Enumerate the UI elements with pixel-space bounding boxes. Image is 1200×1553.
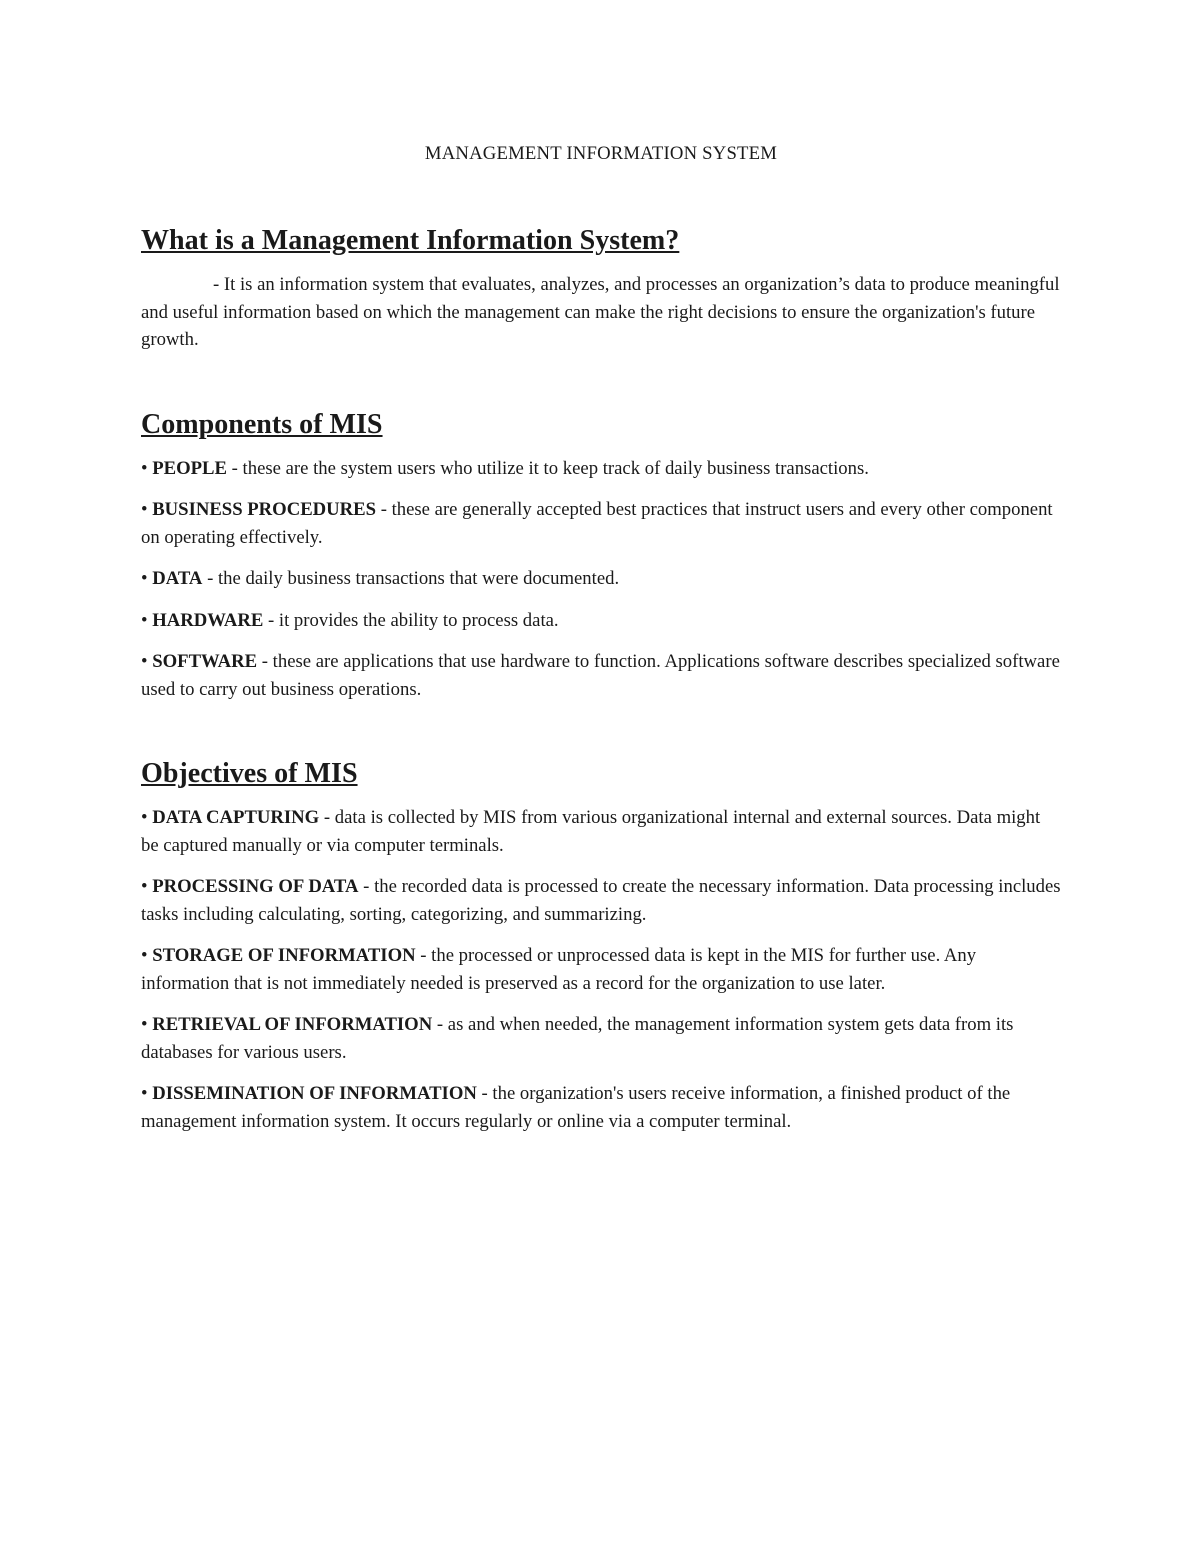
definition-paragraph: - It is an information system that evaluates, analyzes, and processes an organization’s data to produce meaningful and useful information based on which the management can make the right decisions to ensure the organization's future growth. [141, 274, 1060, 350]
bullet: • [141, 651, 148, 672]
list-item [141, 565, 1061, 593]
item-term: DISSEMINATION OF INFORMATION [152, 1083, 477, 1104]
document-title: MANAGEMENT INFORMATION SYSTEM [424, 143, 778, 164]
list-item [141, 942, 1061, 997]
bullet: • [141, 457, 148, 479]
bullet: • [141, 609, 148, 631]
bullet: • [141, 945, 148, 966]
item-term: RETRIEVAL OF INFORMATION [152, 1014, 433, 1035]
item-term: STORAGE OF INFORMATION [152, 945, 416, 966]
list-item [141, 496, 1061, 551]
document-content [141, 143, 1061, 1135]
bullet: • [141, 1014, 148, 1035]
item-text: - data is collected by MIS from various organizational internal and external sources. Data might be captured manually or via computer terminals. [141, 807, 1041, 856]
item-term: PEOPLE [152, 457, 227, 479]
bullet: • [141, 499, 148, 520]
objectives-list [141, 804, 1061, 1135]
list-item [141, 455, 1061, 483]
bullet: • [141, 1083, 148, 1104]
item-term: DATA [152, 568, 203, 589]
list-item [141, 873, 1061, 928]
bullet: • [141, 807, 148, 828]
item-text: - the daily business transactions that were documented. [202, 568, 620, 589]
item-text: - these are the system users who utilize it to keep track of daily business transactions. [226, 457, 869, 479]
bullet: • [141, 568, 148, 589]
item-text: - these are generally accepted best practices that instruct users and every other component on operating effectively. [141, 499, 1053, 548]
item-term: HARDWARE [152, 609, 264, 631]
bullet: • [141, 876, 148, 897]
components-list [141, 455, 1061, 704]
item-text: - the recorded data is processed to create the necessary information. Data processing includes tasks including calculating, sorting, categorizing, and summarizing. [141, 876, 1061, 925]
item-text: - the processed or unprocessed data is kept in the MIS for further use. Any information that is not immediately needed is preserved as a record for the organization to use later. [141, 945, 977, 994]
item-text: - these are applications that use hardware to function. Applications software describes specialized software used to carry out business operations. [141, 651, 1060, 700]
item-text: - the organization's users receive information, a finished product of the management information system. It occurs regularly or online via a computer terminal. [141, 1083, 1011, 1132]
item-text: - as and when needed, the management information system gets data from its databases for various users. [141, 1014, 1014, 1063]
item-term: SOFTWARE [152, 651, 258, 672]
section-heading-objectives: Objectives of MIS [141, 758, 358, 789]
section-heading-what-is: What is a Management Information System? [141, 225, 680, 256]
item-text: - it provides the ability to process data. [263, 609, 559, 631]
list-item [141, 1080, 1061, 1135]
section-heading-components: Components of MIS [141, 408, 383, 440]
item-term: PROCESSING OF DATA [152, 876, 359, 897]
item-term: DATA CAPTURING [152, 807, 320, 828]
item-term: BUSINESS PROCEDURES [152, 499, 377, 520]
list-item [141, 1011, 1061, 1066]
list-item [141, 607, 1061, 635]
list-item [141, 804, 1061, 859]
list-item [141, 648, 1061, 703]
